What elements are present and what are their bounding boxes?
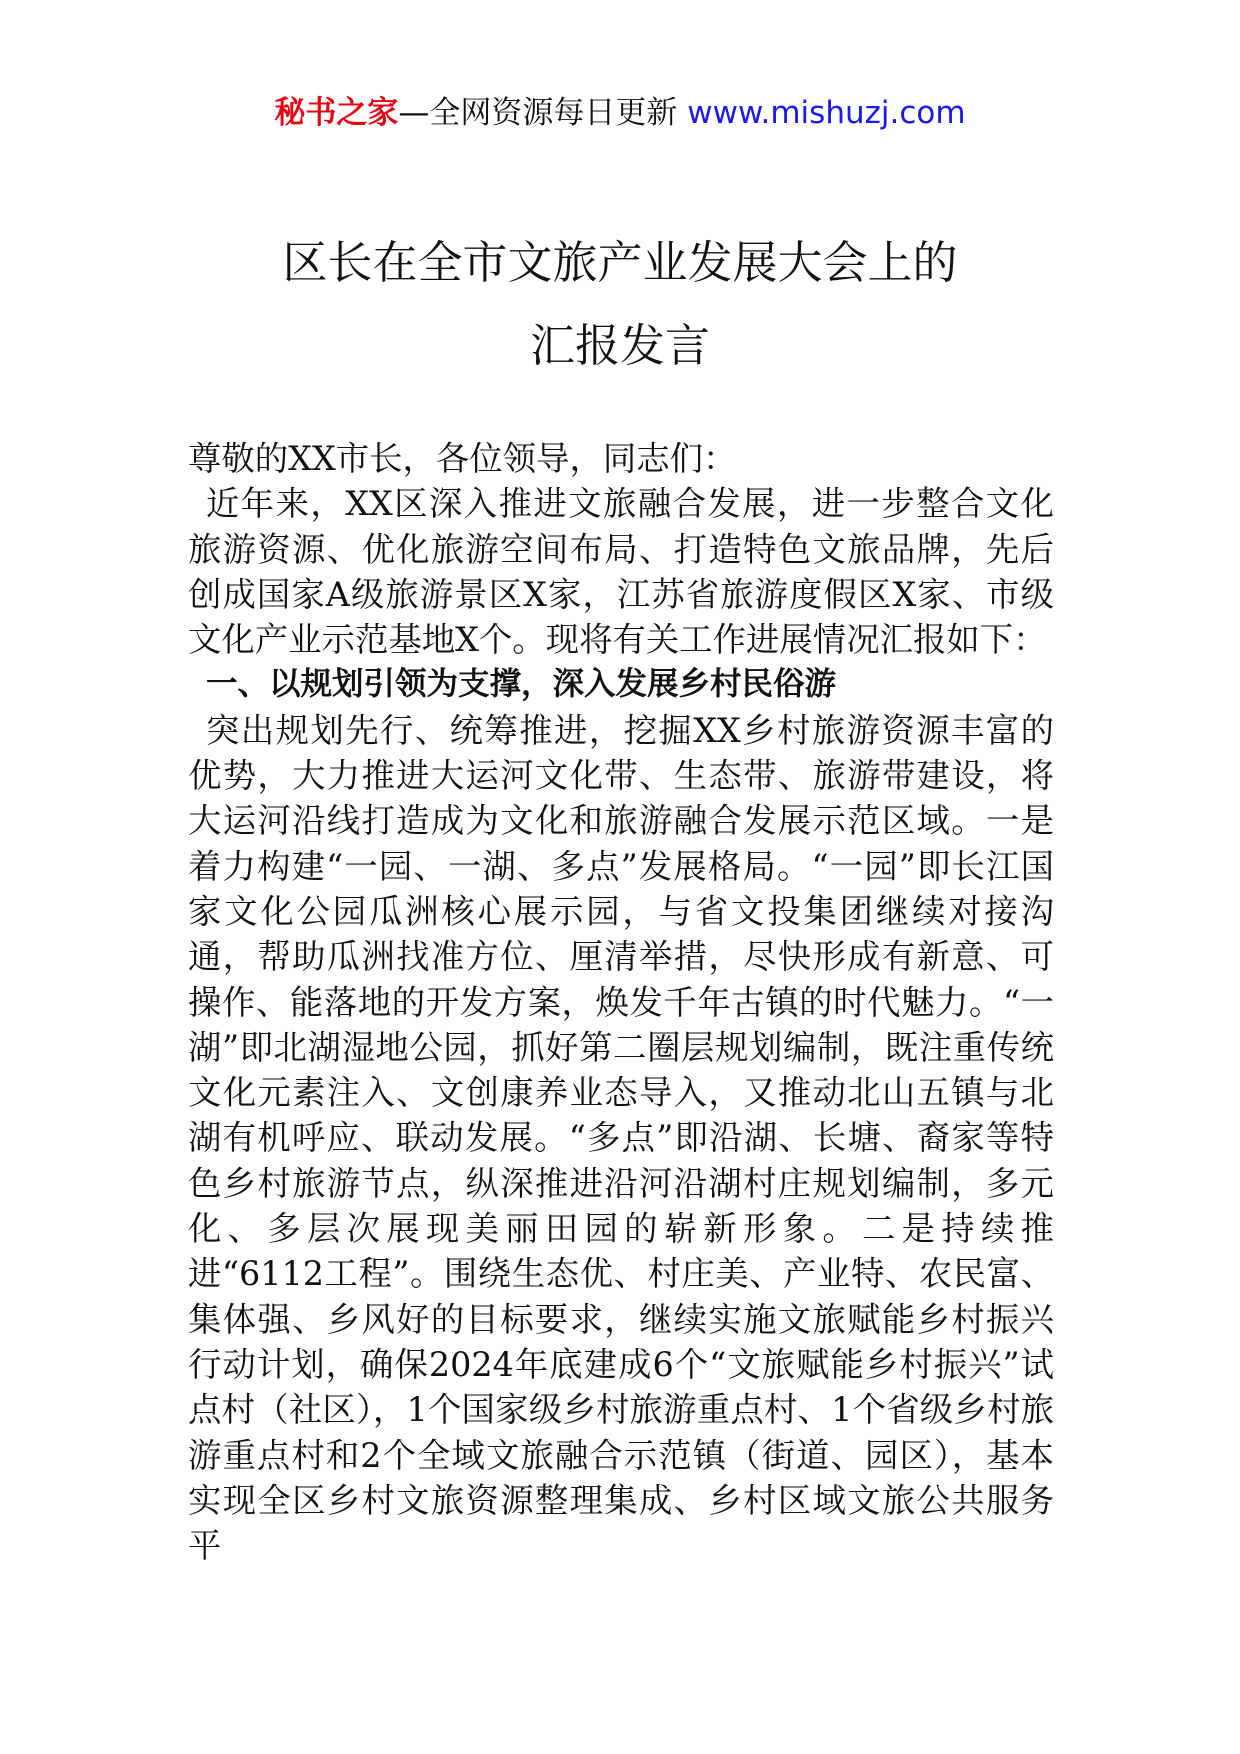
document-body [188,436,1054,1568]
document-title-line2: 汇报发言 [529,319,710,372]
section-paragraph: 突出规划先行、统筹推进，挖掘XX乡村旅游资源丰富的优势，大力推进大运河文化带、生态带、旅游带建设，将大运河沿线打造成为文化和旅游融合发展示范区域。一是着力构建“一园、一湖、多点”发展格局。“一园”即长江国家文化公园瓜洲核心展示园，与省文投集团继续对接沟通，帮助瓜洲找准方位、厘清举措，尽快形成有新意、可操作、能落地的开发方案，焕发千年古镇的时代魅力。“一湖”即北湖湿地公园，抓好第二圈层规划编制，既注重传统文化元素注入、文创康养业态导入，又推动北山五镇与北湖有机呼应、联动发展。“多点”即沿湖、长塘、裔家等特色乡村旅游节点，纵深推进沿河沿湖村庄规划编制，多元化、多层次展现美丽田园的崭新形象。二是持续推进“6112工程”。围绕生态优、村庄美、产业特、农民富、集体强、乡风好的目标要求，继续实施文旅赋能乡村振兴行动计划，确保2024年底建成6个“文旅赋能乡村振兴”试点村（社区），1个国家级乡村旅游重点村、1个省级乡村旅游重点村和2个全域文旅融合示范镇（街道、园区），基本实现全区乡村文旅资源整理集成、乡村区域文旅公共服务平 [188,710,1054,1566]
greeting: 尊敬的XX市长，各位领导，同志们： [188,439,737,478]
site-url: www.mishuzj.com [687,95,966,131]
intro-paragraph: 近年来，XX区深入推进文旅融合发展，进一步整合文化旅游资源、优化旅游空间布局、打造特色文旅品牌，先后创成国家A级旅游景区X家，江苏省旅游度假区X家、市级文化产业示范基地X个。现将有关工作进展情况汇报如下： [188,484,1054,660]
site-header [0,92,1240,134]
document-title-line1: 区长在全市文旅产业发展大会上的 [282,236,958,289]
site-brand: 秘书之家 [274,95,399,131]
site-slogan: —全网资源每日更新 [398,95,688,131]
section-heading: 一、以规划引领为支撑，深入发展乡村民俗游 [206,666,837,703]
